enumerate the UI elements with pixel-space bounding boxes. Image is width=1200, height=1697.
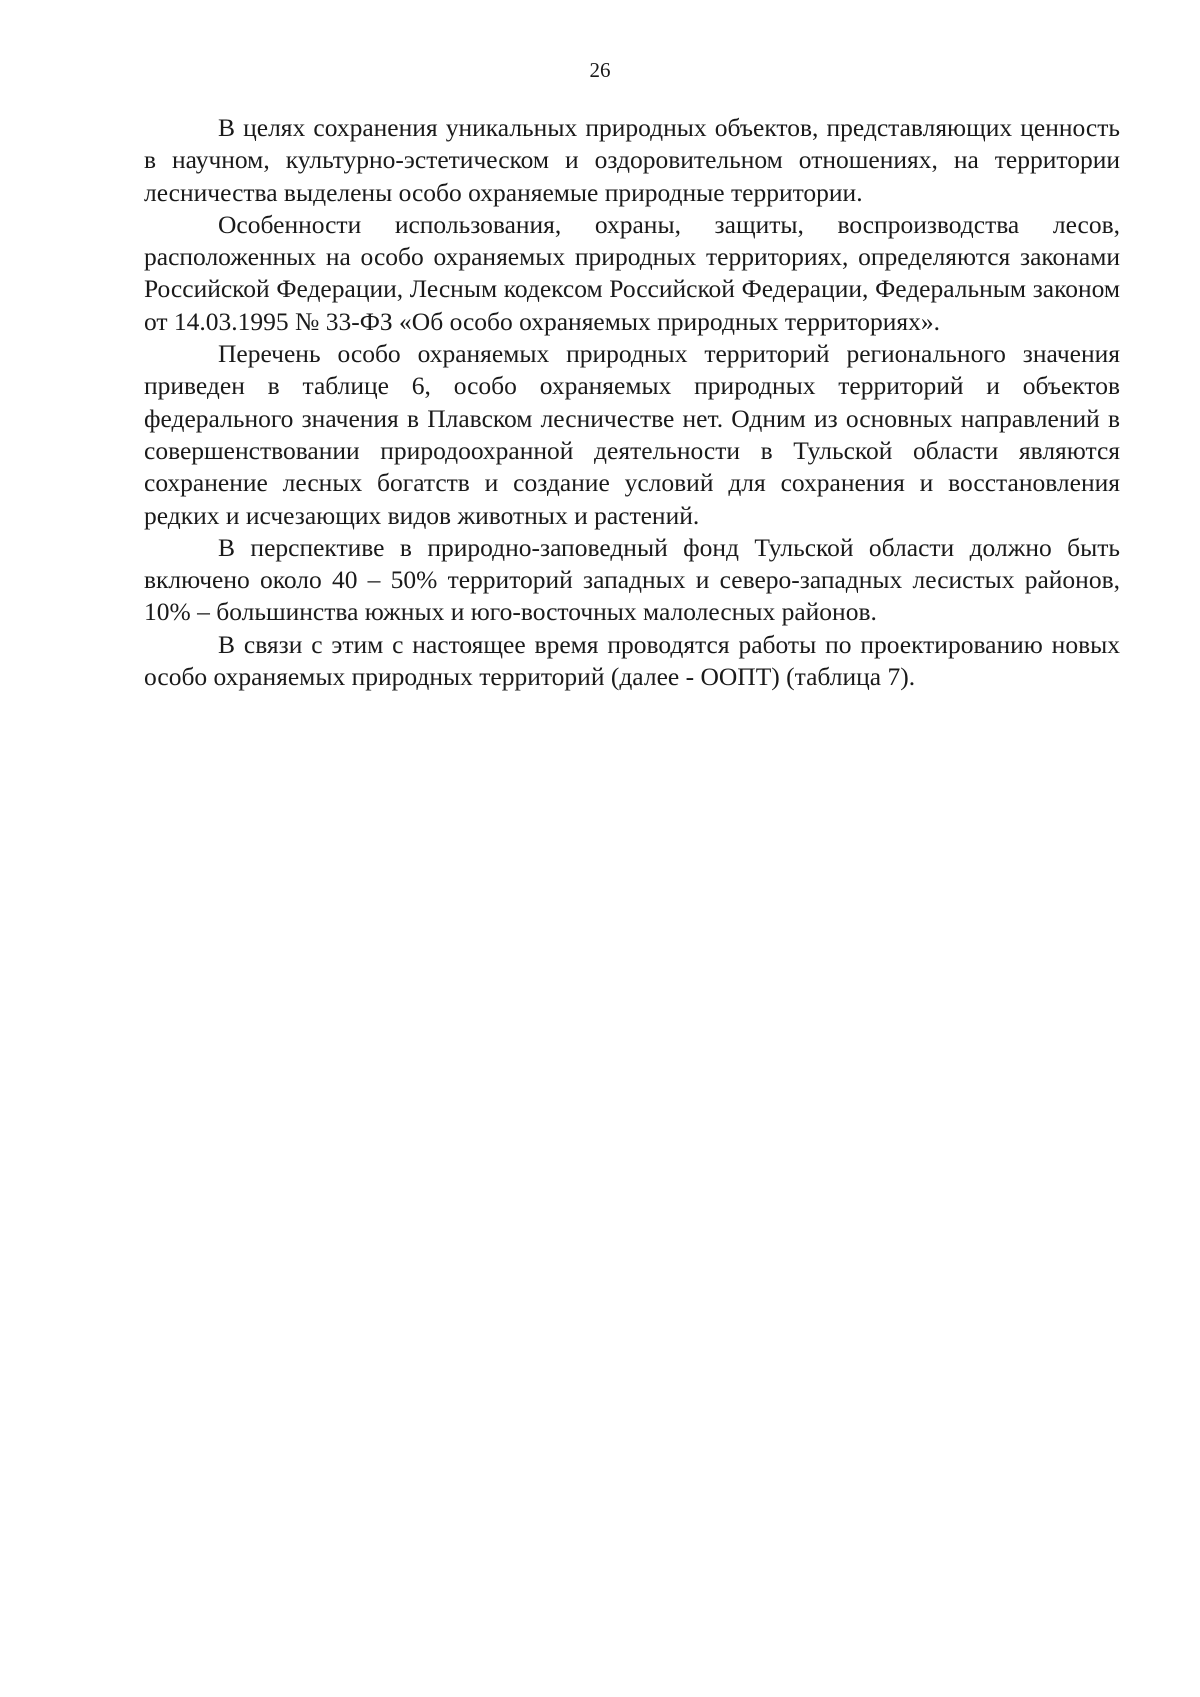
document-body: [144, 112, 1120, 693]
paragraph-oopt-purpose: В целях сохранения уникальных природных объектов, представляющих ценность в научном, культурно-эстетическом и оздоровительном отношениях, на территории лесничества выделены особо охраняемые природные территории.: [144, 113, 1120, 207]
paragraph-legal-basis: Особенности использования, охраны, защиты, воспроизводства лесов, расположенных на особо охраняемых природных территориях, определяются законами Российской Федерации, Лесным кодексом Российской Федерации, Федеральным законом от 14.03.1995 № 33-ФЗ «Об особо охраняемых природных территориях».: [144, 209, 1120, 336]
paragraph-new-oopt: В связи с этим с настоящее время проводятся работы по проектированию новых особо охраняемых природных территорий (далее - ООПТ) (таблица 7).: [144, 629, 1120, 692]
paragraph-perspective: В перспективе в природно-заповедный фонд Тульской области должно быть включено около 40 – 50% территорий западных и северо-западных лесистых районов, 10% – большинства южных и юго-восточных малолесных районов.: [144, 532, 1120, 627]
paragraph-regional-list: Перечень особо охраняемых природных территорий регионального значения приведен в таблице 6, особо охраняемых природных территорий и объектов федерального значения в Плавском лесничестве нет. Одним из основных направлений в совершенствовании природоохранной деятельности в Тульской области являются сохранение лесных богатств и создание условий для сохранения и восстановления редких и исчезающих видов животных и растений.: [144, 339, 1120, 530]
page-number: 26: [589, 58, 611, 82]
